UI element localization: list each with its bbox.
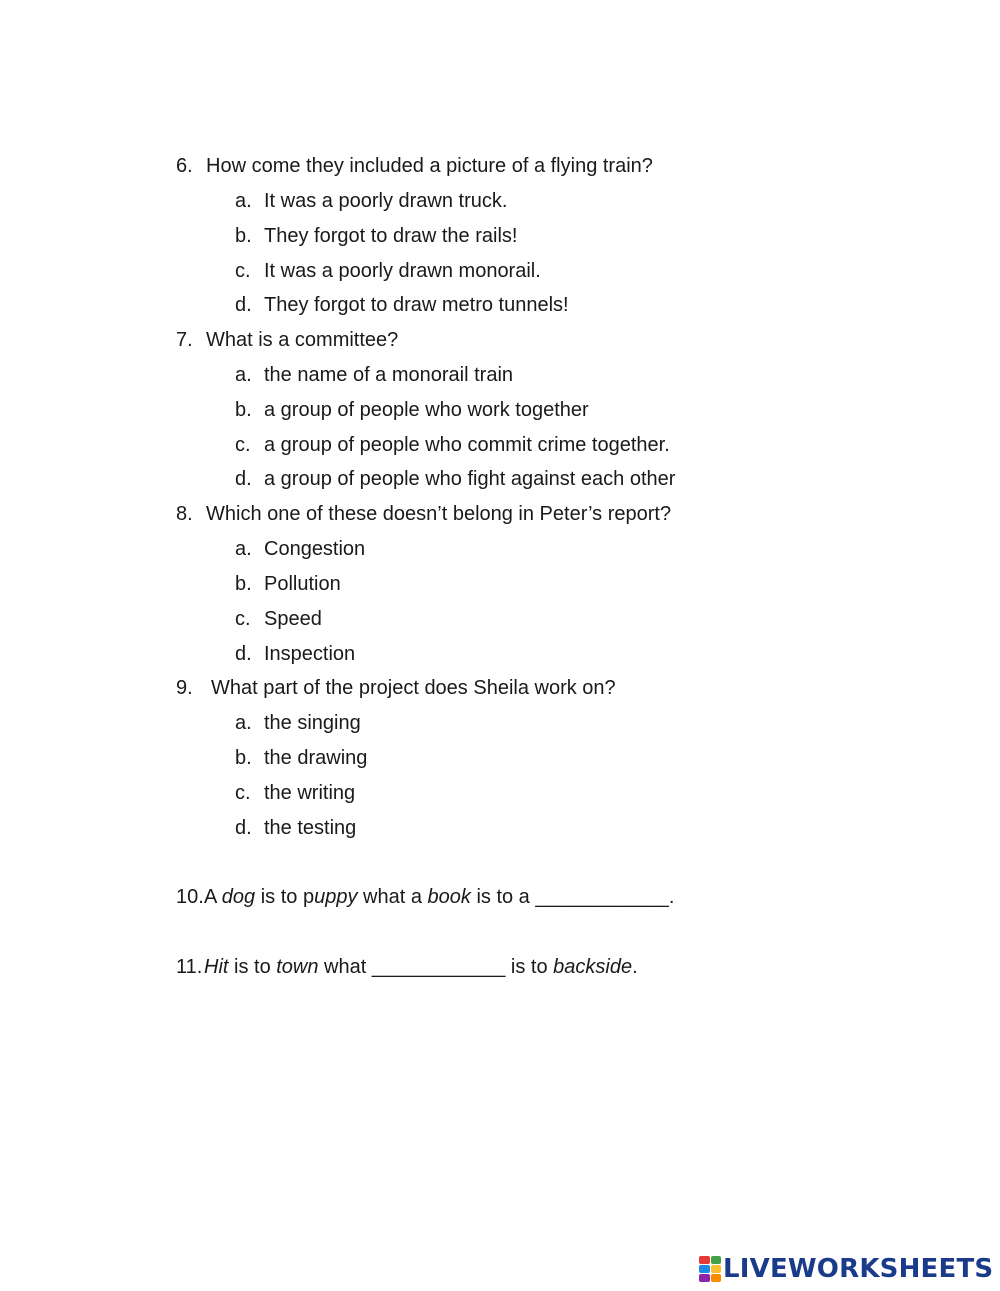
option-letter: a. <box>235 364 252 386</box>
option-text: They forgot to draw the rails! <box>264 225 518 247</box>
analogy-italic-word: book <box>427 886 471 908</box>
option-text: Speed <box>264 608 322 630</box>
question-number: 8. <box>176 503 193 525</box>
analogy-text[interactable] <box>204 954 638 980</box>
option-letter: c. <box>235 434 251 456</box>
option-letter: d. <box>235 643 252 665</box>
option-letter: d. <box>235 468 252 490</box>
option-text: a group of people who commit crime together. <box>264 434 670 456</box>
analogy-italic-word: uppy <box>314 886 358 908</box>
option-text: the drawing <box>264 747 368 769</box>
option-text: a group of people who work together <box>264 399 589 421</box>
question-text: Which one of these doesn’t belong in Peter’s report? <box>206 503 672 525</box>
question-number: 9. <box>176 677 193 699</box>
option-text: It was a poorly drawn monorail. <box>264 260 541 282</box>
analogy-text-part: A <box>204 886 222 908</box>
option-text: Congestion <box>264 538 366 560</box>
option-letter: d. <box>235 294 252 316</box>
logo-block <box>711 1256 722 1264</box>
option-text: They forgot to draw metro tunnels! <box>264 294 569 316</box>
option-text: a group of people who fight against each other <box>264 468 676 490</box>
option-text: Inspection <box>264 643 356 665</box>
question-number: 7. <box>176 329 193 351</box>
liveworksheets-logo-icon <box>699 1256 721 1282</box>
logo-block <box>699 1274 710 1282</box>
analogy-number: 10. <box>176 886 204 908</box>
option-text: It was a poorly drawn truck. <box>264 190 508 212</box>
option-letter: a. <box>235 190 252 212</box>
brand-name: LIVEWORKSHEETS <box>723 1254 994 1284</box>
option-letter: b. <box>235 747 252 769</box>
option-letter: b. <box>235 225 252 247</box>
question-text: What is a committee? <box>206 329 399 351</box>
question-text: What part of the project does Sheila work on? <box>211 677 616 699</box>
logo-block <box>711 1265 722 1273</box>
option-letter: b. <box>235 399 252 421</box>
logo-block <box>699 1265 710 1273</box>
option-letter: d. <box>235 817 252 839</box>
analogy-number: 11. <box>176 956 203 978</box>
analogy-blank-text: what ____________ is to <box>318 956 554 978</box>
analogy-italic-word: Hit <box>204 956 229 978</box>
analogy-italic-word: backside <box>553 956 633 978</box>
option-text: Pollution <box>264 573 341 595</box>
option-letter: c. <box>235 608 251 630</box>
analogy-text-part: what a <box>357 886 428 908</box>
option-letter: c. <box>235 260 251 282</box>
analogy-text-part: is to <box>228 956 277 978</box>
analogy-text[interactable] <box>204 884 674 910</box>
question-text: How come they included a picture of a flying train? <box>206 155 653 177</box>
option-text: the testing <box>264 817 357 839</box>
option-letter: c. <box>235 782 251 804</box>
option-text: the name of a monorail train <box>264 364 514 386</box>
option-letter: a. <box>235 538 252 560</box>
option-letter: a. <box>235 712 252 734</box>
analogy-blank-text: is to a ____________. <box>470 886 675 908</box>
liveworksheets-brand <box>699 1254 993 1284</box>
option-text: the singing <box>264 712 361 734</box>
logo-block <box>711 1274 722 1282</box>
question-number: 6. <box>176 155 193 177</box>
analogy-italic-word: dog <box>221 886 256 908</box>
option-text: the writing <box>264 782 356 804</box>
analogy-text-part: is to p <box>255 886 315 908</box>
logo-block <box>699 1256 710 1264</box>
option-letter: b. <box>235 573 252 595</box>
analogy-text-part: . <box>632 956 638 978</box>
analogy-italic-word: town <box>276 956 319 978</box>
